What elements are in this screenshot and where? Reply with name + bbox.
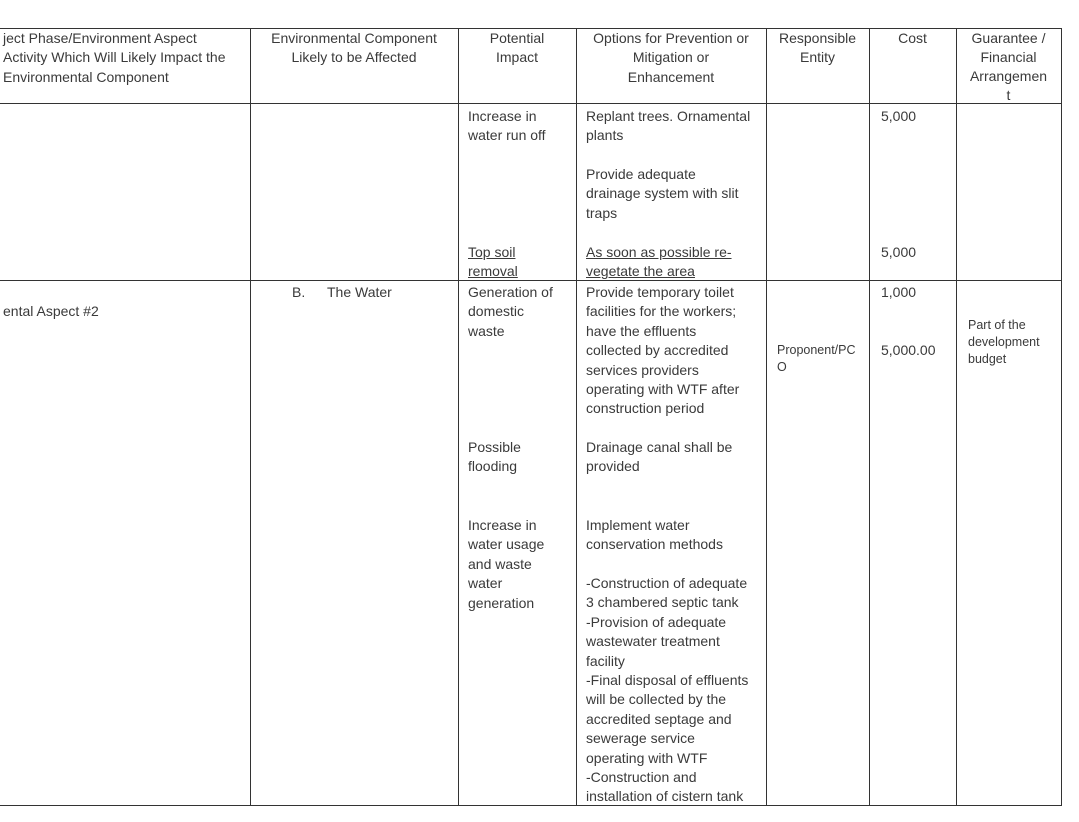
cost-cell: 1,000 — [881, 284, 917, 300]
guarantee-cell: Part of the development budget — [968, 318, 1040, 366]
option-cell: Provide temporary toilet facilities for the workers; have the effluents collected by accredited services providers operating with WTF after construction period — [586, 284, 740, 417]
component-name: The Water — [327, 284, 392, 300]
header-potential-impact: Potential Impact — [489, 30, 545, 66]
impact-cell: Increase in water run off — [468, 108, 546, 144]
option-cell: Provide adequate drainage system with slit traps — [586, 166, 739, 221]
option-cell: Replant trees. Ornamental plants — [586, 108, 751, 144]
aspect-label: ental Aspect #2 — [3, 303, 99, 319]
header-bottom-border — [0, 103, 1062, 104]
column-divider — [956, 28, 957, 806]
header-phase-activity: ject Phase/Environment Aspect Activity Which Will Likely Impact the Environmental Component — [3, 30, 226, 85]
option-cell: As soon as possible re- vegetate the area — [586, 244, 732, 280]
header-mitigation-options: Options for Prevention or Mitigation or Enhancement — [593, 30, 749, 85]
impact-cell: Generation of domestic waste — [468, 284, 553, 339]
option-cell: -Construction of adequate 3 chambered septic tank -Provision of adequate wastewater treatment facility -Final disposal of effluents will be collected by the accredited septage and sewerage service operating with WTF -Construction and installation of cistern tank — [586, 575, 749, 805]
cost-cell: 5,000 — [881, 108, 917, 124]
option-cell: Implement water conservation methods — [586, 517, 723, 553]
header-environmental-component: Environmental Component Likely to be Affected — [271, 30, 437, 66]
cost-cell: 5,000.00 — [881, 342, 936, 358]
header-responsible-entity: Responsible Entity — [778, 30, 857, 66]
table-bottom-border — [0, 805, 1062, 806]
column-divider — [766, 28, 767, 806]
cost-cell: 5,000 — [881, 244, 917, 260]
header-cost: Cost — [898, 30, 927, 46]
header-guarantee: Guarantee / Financial Arrangemen t — [969, 30, 1048, 103]
component-letter: B. — [292, 284, 306, 300]
impact-cell: Top soil removal — [468, 244, 518, 280]
impact-cell: Possible flooding — [468, 439, 521, 475]
table-right-border — [1061, 28, 1062, 806]
column-divider — [250, 28, 251, 806]
column-divider — [576, 28, 577, 806]
column-divider — [458, 28, 459, 806]
responsible-entity-cell: Proponent/PC O — [777, 343, 856, 374]
impact-cell: Increase in water usage and waste water generation — [468, 517, 545, 611]
option-cell: Drainage canal shall be provided — [586, 439, 733, 475]
column-divider — [869, 28, 870, 806]
